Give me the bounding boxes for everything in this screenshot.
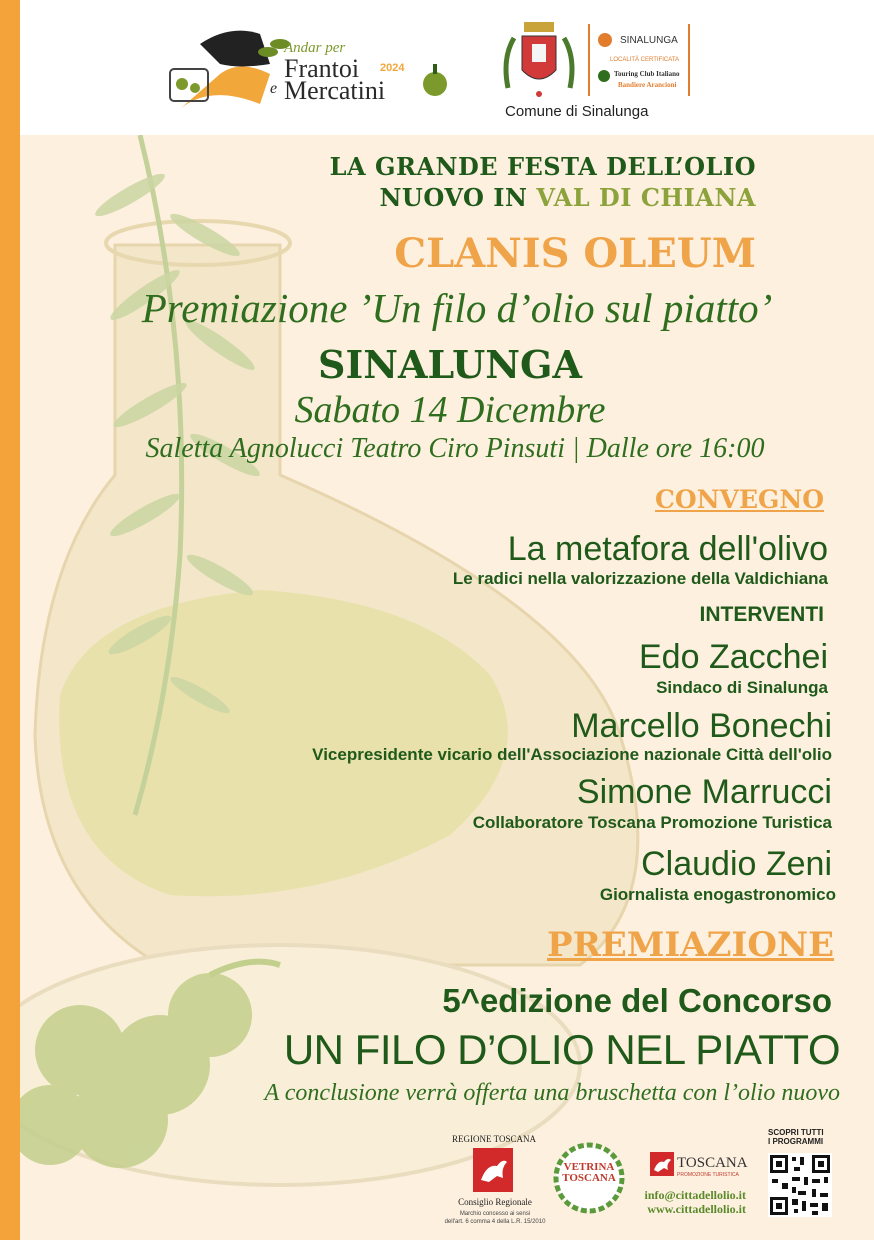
scopri-line-1: SCOPRI TUTTI [768, 1128, 824, 1137]
sinalunga-coat-of-arms-icon [500, 18, 578, 98]
city-title: SINALUNGA [318, 342, 582, 387]
regione-label: REGIONE TOSCANA [452, 1134, 536, 1144]
headline-line-2b: VAL DI CHIANA [536, 183, 756, 212]
logo-frantoi: Frantoi [284, 54, 360, 83]
convegno-label: CONVEGNO [655, 485, 824, 514]
badge-divider-right [688, 24, 690, 96]
speaker-role-4: Giornalista enogastronomico [599, 885, 836, 904]
speaker-name-2: Marcello Bonechi [571, 707, 832, 745]
edition-label: 5^edizione del Concorso [442, 982, 832, 1019]
vetrina-line-1: VETRINA [563, 1161, 615, 1173]
convegno-subtitle: Le radici nella valorizzazione della Valdichiana [452, 569, 828, 588]
pegasus-icon [473, 1148, 513, 1192]
convegno-title: La metafora dell'olivo [507, 530, 828, 568]
headline-line-1: LA GRANDE FESTA DELL’OLIO [329, 152, 756, 181]
vetrina-line-2: TOSCANA [562, 1172, 616, 1184]
left-orange-strip [0, 0, 20, 1240]
scopri-label [768, 1128, 824, 1146]
touring-club-icon [598, 70, 610, 82]
premiazione-label: PREMIAZIONE [547, 925, 834, 965]
contest-title: UN FILO D’OLIO NEL PIATTO [283, 1026, 840, 1073]
toscana-sub: PROMOZIONE TURISTICA [677, 1172, 739, 1178]
badge-line1: LOCALITÀ CERTIFICATA [610, 57, 680, 63]
headline-line-2 [379, 183, 756, 212]
vetrina-text [553, 1162, 625, 1184]
marchio-line-2: dell'art. 6 comma 4 della L.R. 15/2010 [444, 1219, 546, 1225]
contact-email[interactable]: info@cittadellolio.it [644, 1188, 746, 1202]
premiazione-title: Premiazione ’Un filo d’olio sul piatto’ [141, 285, 773, 331]
badge-line3: Bandiere Arancioni [618, 81, 677, 89]
closing-note: A conclusione verrà offerta una bruschetta con l’olio nuovo [264, 1080, 840, 1106]
logo-andar: Andar per [284, 40, 346, 56]
logo-year: 2024 [380, 62, 405, 74]
speaker-role-2: Vicepresidente vicario dell'Associazione nazionale Città dell'olio [312, 745, 832, 764]
badge-divider-left [588, 24, 590, 96]
comune-label: Comune di Sinalunga [505, 103, 649, 120]
marchio-line-1: Marchio concesso ai sensi [459, 1211, 531, 1217]
speaker-role-1: Sindaco di Sinalunga [656, 678, 828, 697]
toscana-pegasus-icon [650, 1152, 674, 1176]
brand-title: CLANIS OLEUM [394, 230, 756, 277]
event-date: Sabato 14 Dicembre [294, 389, 606, 431]
speaker-name-4: Claudio Zeni [641, 845, 832, 883]
speaker-name-3: Simone Marrucci [576, 773, 832, 811]
interventi-label: INTERVENTI [699, 603, 824, 626]
toscana-label: TOSCANA [677, 1155, 748, 1171]
event-venue: Saletta Agnolucci Teatro Ciro Pinsuti | Dalle ore 16:00 [145, 433, 765, 464]
qr-code[interactable] [768, 1153, 832, 1217]
speaker-role-3: Collaboratore Toscana Promozione Turistica [472, 813, 832, 832]
badge-line2: Touring Club Italiano [614, 70, 680, 78]
scopri-line-2: I PROGRAMMI [768, 1137, 824, 1146]
logo-mercatini: Mercatini [284, 76, 386, 105]
headline-line-2a: NUOVO IN [379, 183, 537, 212]
badge-title: SINALUNGA [620, 35, 678, 46]
marchio-note [430, 1210, 560, 1226]
contact-web[interactable]: www.cittadellolio.it [647, 1202, 746, 1216]
orange-flag-icon [598, 33, 612, 47]
logo-e: e [270, 80, 278, 97]
consiglio-label: Consiglio Regionale [458, 1197, 532, 1207]
speaker-name-1: Edo Zacchei [639, 638, 828, 676]
